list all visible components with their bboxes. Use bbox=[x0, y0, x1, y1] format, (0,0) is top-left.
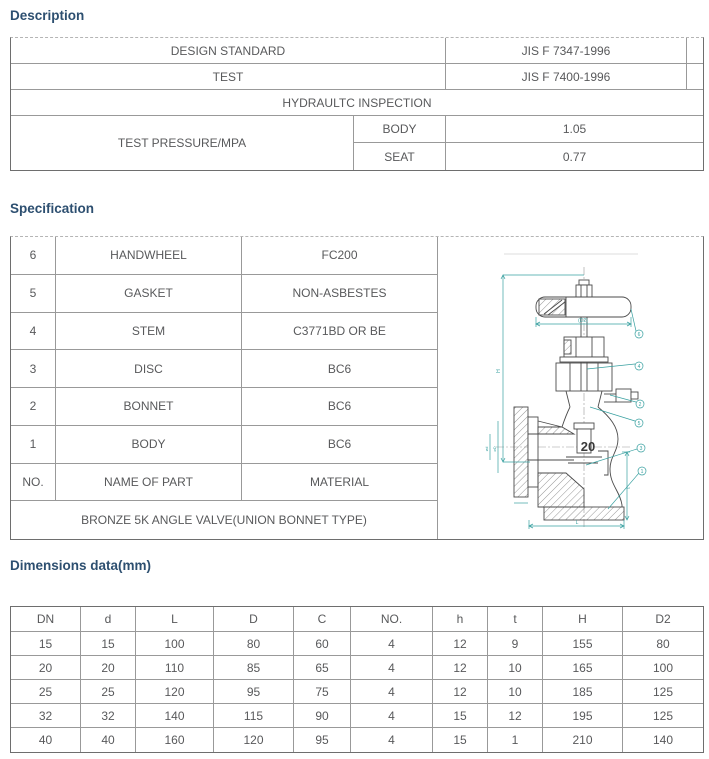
column-header-d: d bbox=[81, 607, 136, 632]
svg-text:L: L bbox=[575, 520, 579, 526]
balloon-callouts bbox=[635, 330, 646, 475]
column-header-no: NO. bbox=[351, 607, 433, 632]
part-name: BODY bbox=[56, 426, 242, 464]
part-no: 5 bbox=[11, 275, 56, 313]
table-cell: 160 bbox=[136, 728, 214, 752]
table-cell: 80 bbox=[214, 632, 294, 656]
table-cell: 10 bbox=[488, 656, 543, 680]
table-cell: 125 bbox=[623, 704, 703, 728]
part-material: C3771BD OR BE bbox=[242, 313, 438, 351]
table-cell: 10 bbox=[488, 680, 543, 704]
part-material: BC6 bbox=[242, 426, 438, 464]
table-row bbox=[11, 64, 703, 90]
seat-label: SEAT bbox=[354, 143, 446, 170]
column-header-t: t bbox=[488, 607, 543, 632]
test-value: JIS F 7400-1996 bbox=[446, 64, 687, 90]
specification-table bbox=[10, 236, 704, 540]
table-cell: 125 bbox=[623, 680, 703, 704]
table-cell: 95 bbox=[294, 728, 351, 752]
table-cell: 85 bbox=[214, 656, 294, 680]
column-header-name-of-part: NAME OF PART bbox=[56, 464, 242, 502]
part-no: 6 bbox=[11, 237, 56, 275]
part-no: 3 bbox=[11, 350, 56, 388]
table-cell: 100 bbox=[136, 632, 214, 656]
valve-drawing-cell bbox=[438, 237, 703, 539]
section-heading-description: Description bbox=[10, 8, 85, 23]
table-cell: 25 bbox=[81, 680, 136, 704]
table-cell: 4 bbox=[351, 656, 433, 680]
section-heading-dimensions: Dimensions data(mm) bbox=[10, 558, 152, 573]
table-cell: 15 bbox=[433, 728, 488, 752]
part-no: 4 bbox=[11, 313, 56, 351]
column-header-material: MATERIAL bbox=[242, 464, 438, 502]
table-cell: 185 bbox=[543, 680, 623, 704]
table-cell: 110 bbox=[136, 656, 214, 680]
column-header-dn: DN bbox=[11, 607, 81, 632]
table-row bbox=[11, 237, 703, 275]
table-row bbox=[11, 704, 703, 728]
svg-text:t: t bbox=[626, 487, 632, 489]
balloon-number: 4 bbox=[637, 364, 641, 370]
table-cell: 80 bbox=[623, 632, 703, 656]
part-material: BC6 bbox=[242, 388, 438, 426]
table-cell: 15 bbox=[81, 632, 136, 656]
table-cell: 100 bbox=[623, 656, 703, 680]
table-cell: 25 bbox=[11, 680, 81, 704]
design-standard-label: DESIGN STANDARD bbox=[11, 38, 446, 64]
table-cell: 9 bbox=[488, 632, 543, 656]
table-cell: 210 bbox=[543, 728, 623, 752]
table-cell: 120 bbox=[136, 680, 214, 704]
table-cell: 140 bbox=[136, 704, 214, 728]
part-name: DISC bbox=[56, 350, 242, 388]
svg-text:øD: øD bbox=[492, 446, 497, 452]
table-cell: 12 bbox=[433, 680, 488, 704]
part-no: 2 bbox=[11, 388, 56, 426]
table-cell: 165 bbox=[543, 656, 623, 680]
empty-cell bbox=[687, 38, 703, 64]
balloon-number: 5 bbox=[637, 421, 641, 427]
hydraulic-inspection-cell: HYDRAULTC INSPECTION bbox=[11, 90, 703, 116]
section-heading-specification: Specification bbox=[10, 201, 95, 216]
valve-drawing bbox=[438, 237, 702, 539]
test-label: TEST bbox=[11, 64, 446, 90]
table-row bbox=[11, 632, 703, 656]
table-cell: 195 bbox=[543, 704, 623, 728]
part-name: BONNET bbox=[56, 388, 242, 426]
description-table bbox=[10, 37, 704, 171]
table-cell: 90 bbox=[294, 704, 351, 728]
table-cell: 140 bbox=[652, 733, 674, 747]
part-material: NON-ASBESTES bbox=[242, 275, 438, 313]
column-header-d2: D2 bbox=[623, 607, 703, 632]
table-cell: 32 bbox=[11, 704, 81, 728]
table-cell: 155 bbox=[543, 632, 623, 656]
valve-title-cell: BRONZE 5K ANGLE VALVE(UNION BONNET TYPE) bbox=[11, 501, 438, 539]
table-row bbox=[11, 656, 703, 680]
column-header-big-d: D bbox=[214, 607, 294, 632]
table-cell: 60 bbox=[294, 632, 351, 656]
column-header-l: L bbox=[136, 607, 214, 632]
table-cell: 95 bbox=[214, 680, 294, 704]
svg-text:ød: ød bbox=[484, 446, 489, 452]
column-header-c: C bbox=[294, 607, 351, 632]
table-cell: 40 bbox=[11, 728, 81, 752]
dimensions-table bbox=[10, 606, 704, 753]
table-row bbox=[11, 680, 703, 704]
balloon-number: 6 bbox=[637, 332, 641, 338]
svg-text:(D2): (D2) bbox=[578, 318, 588, 324]
design-standard-value: JIS F 7347-1996 bbox=[446, 38, 687, 64]
table-cell: 115 bbox=[214, 704, 294, 728]
part-name: STEM bbox=[56, 313, 242, 351]
size-stamp: 20 bbox=[580, 439, 596, 454]
svg-text:H: H bbox=[496, 369, 502, 373]
table-cell: 120 bbox=[214, 728, 294, 752]
table-cell: 4 bbox=[351, 632, 433, 656]
part-name: GASKET bbox=[56, 275, 242, 313]
table-cell: 1 bbox=[488, 728, 543, 752]
empty-cell bbox=[687, 64, 703, 90]
table-cell: 40 bbox=[81, 728, 136, 752]
table-cell: 4 bbox=[351, 728, 433, 752]
table-row bbox=[11, 116, 703, 143]
table-cell: 65 bbox=[294, 656, 351, 680]
table-cell: 12 bbox=[433, 632, 488, 656]
part-no: 1 bbox=[11, 426, 56, 464]
column-header-no: NO. bbox=[11, 464, 56, 502]
table-cell: 20 bbox=[81, 656, 136, 680]
part-name: HANDWHEEL bbox=[56, 237, 242, 275]
table-header-row bbox=[11, 607, 703, 632]
body-label: BODY bbox=[354, 116, 446, 143]
balloon-number: 2 bbox=[638, 402, 642, 408]
table-row bbox=[11, 90, 703, 116]
table-cell: 12 bbox=[488, 704, 543, 728]
body-value: 1.05 bbox=[446, 116, 703, 143]
table-cell: 4 bbox=[351, 704, 433, 728]
table-cell: 75 bbox=[294, 680, 351, 704]
column-header-h: h bbox=[433, 607, 488, 632]
valve-body-lines bbox=[514, 280, 638, 520]
table-row bbox=[11, 38, 703, 64]
table-cell: 20 bbox=[11, 656, 81, 680]
table-row bbox=[11, 728, 703, 752]
table-cell: 4 bbox=[351, 680, 433, 704]
table-cell: 15 bbox=[11, 632, 81, 656]
table-cell: 32 bbox=[81, 704, 136, 728]
table-cell: 12 bbox=[433, 656, 488, 680]
part-material: FC200 bbox=[242, 237, 438, 275]
seat-value: 0.77 bbox=[562, 149, 587, 164]
balloon-number: 3 bbox=[639, 446, 643, 452]
part-material: BC6 bbox=[242, 350, 438, 388]
table-cell: 15 bbox=[433, 704, 488, 728]
test-pressure-label: TEST PRESSURE/MPA bbox=[11, 116, 354, 170]
balloon-number: 1 bbox=[640, 469, 644, 475]
column-header-big-h: H bbox=[543, 607, 623, 632]
